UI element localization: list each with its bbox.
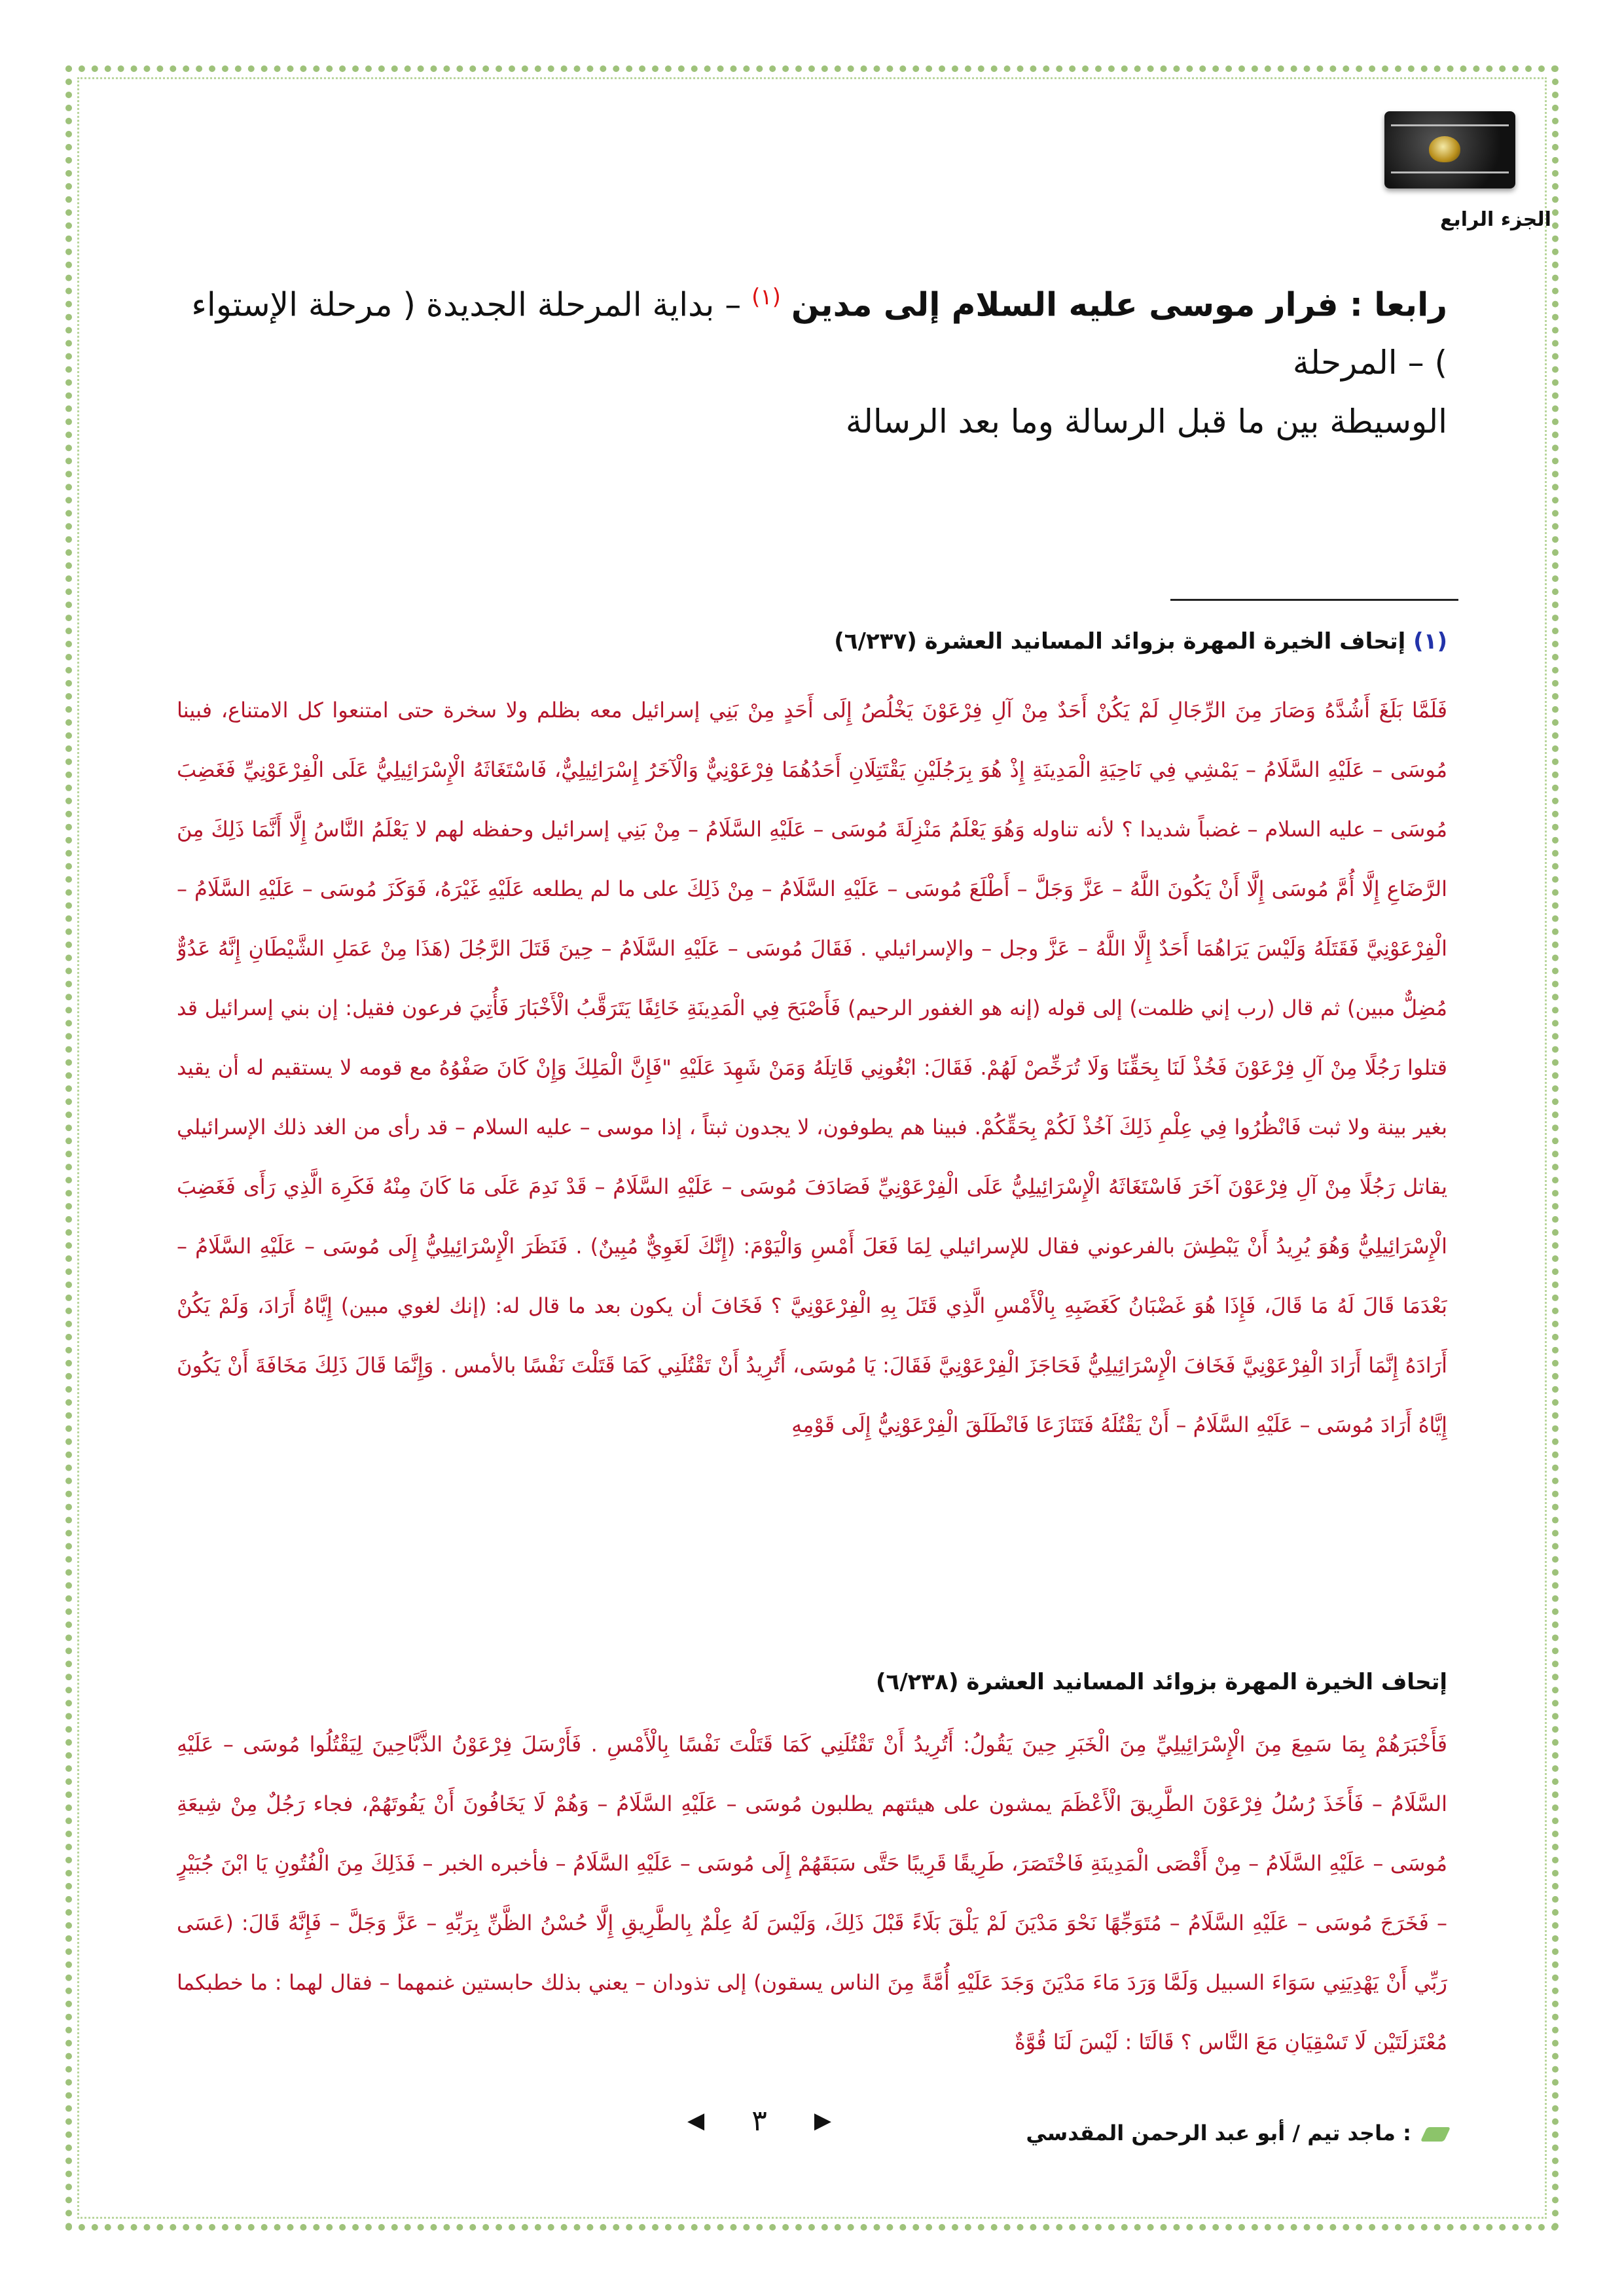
footnote-body: فَلَمَّا بَلَغَ أَشُدَّهُ وَصَارَ مِنَ الرِّجَالِ لَمْ يَكُنْ أَحَدٌ مِنْ آلِ فِرْعَوْنَ يَخْلُصُ إِلَى أَحَدٍ مِنْ بَنِي إسرائيل معه بظلم ولا سخرة حتى امتنعوا كل الامتناع، فبينا مُوسَى – عَلَيْهِ السَّلَامُ – يَمْشِي فِي نَاحِيَةِ الْمَدِينَةِ إِذْ هُوَ بِرَجُلَيْنِ يَقْتَتِلَانِ أَحَدُهُمَا فِرْعَوْنِيٌّ وَالْآخَرُ إِسْرَائِيلِيٌّ، فَاسْتَغَاثَهُ الْإِسْرَائِيلِيُّ عَلَى الْفِرْعَوْنِيِّ فَغَضِبَ مُوسَى – عليه السلام – غضباً شديدا ؟ لأنه تناوله وَهُوَ يَعْلَمُ مَنْزِلَةَ مُوسَى – عَلَيْهِ السَّلَامُ – مِنْ بَنِي إسرائيل وحفظه لهم لا يَعْلَمُ النَّاسُ إِلَّا أَنَّمَا ذَلِكَ مِنَ الرَّضَاعِ إِلَّا أُمَّ مُوسَى إِلَّا أَنْ يَكُونَ اللَّهُ – عَزَّ وَجَلَّ – أَطْلَعَ مُوسَى – عَلَيْهِ السَّلَامُ – مِنْ ذَلِكَ على ما لم يطلعه عَلَيْهِ غَيْرَهُ، فَوَكَزَ مُوسَى – عَلَيْهِ السَّلَامُ – الْفِرْعَوْنِيَّ فَقَتَلَهُ وَلَيْسَ يَرَاهُمَا أَحَدٌ إِلَّا اللَّهُ – عَزَّ وجل – والإسرائيلي . فَقَالَ مُوسَى – عَلَيْهِ السَّلَامُ – حِينَ قَتَلَ الرَّجُلَ (هَذَا مِنْ عَمَلِ الشَّيْطَانِ إِنَّهُ عَدُوٌّ مُضِلٌّ مبين) ثم قال (رب إني ظلمت) إلى قوله (إنه هو الغفور الرحيم) فَأَصْبَحَ فِي الْمَدِينَةِ خَائِفًا يَتَرَقَّبُ الْأَخْبَارَ فَأُتِيَ فرعون فقيل: إن بني إسرائيل قد قتلوا رَجُلًا مِنْ آلِ فِرْعَوْنَ فَخُذْ لَنَا بِحَقِّنَا وَلَا تُرَخِّصْ لَهُمْ. فَقَالَ: ابْغُونِي قَاتِلَهُ وَمَنْ شَهِدَ عَلَيْهِ "فَإِنَّ الْمَلِكَ وَإِنْ كَانَ صَفْوُهُ مع قومه لا يستقيم له أن يقيد بغير بينة ولا ثبت فَانْظُرُوا فِي عِلْمِ ذَلِكَ آخُذْ لَكُمْ بِحَقِّكُمْ. فبينا هم يطوفون، لا يجدون ثبتاً ، إذا موسى – عليه السلام – قد رأى من الغد ذلك الإسرائيلي يقاتل رَجُلًا مِنْ آلِ فِرْعَوْنَ آخَرَ فَاسْتَغَاثَهُ الْإِسْرَائِيلِيُّ عَلَى الْفِرْعَوْنِيِّ فَصَادَفَ مُوسَى – عَلَيْهِ السَّلَامُ – قَدْ نَدِمَ عَلَى مَا كَانَ مِنْهُ فَكَرِهَ الَّذِي رَأَى فَغَضِبَ الْإِسْرَائِيلِيُّ وَهُوَ يُرِيدُ أَنْ يَبْطِشَ بالفرعوني فقال للإسرائيلي لِمَا فَعَلَ أَمْسِ وَالْيَوْمَ: (إِنَّكَ لَغَوِيٌّ مُبِينٌ) . فَنَظَرَ الْإِسْرَائِيلِيُّ إِلَى مُوسَى – عَلَيْهِ السَّلَامُ – بَعْدَمَا قَالَ لَهُ مَا قَالَ، فَإِذَا هُوَ غَضْبَانُ كَغَضَبِهِ بِالْأَمْسِ الَّذِي قَتَلَ بِهِ الْفِرْعَوْنِيَّ ؟ فَخَافَ أن يكون بعد ما قال له: (إنك لغوي مبين) إِيَّاهُ أَرَادَ، وَلَمْ يَكُنْ أَرَادَهُ إِنَّمَا أَرَادَ الْفِرْعَوْنِيَّ فَخَافَ الْإِسْرَائِيلِيُّ فَحَاجَزَ الْفِرْعَوْنِيَّ فَقَالَ: يَا مُوسَى، أَتُرِيدُ أَنْ تَقْتُلَنِي كَمَا قَتَلْتَ نَفْسًا بالأمس . وَإِنَّمَا قَالَ ذَلِكَ مَخَافَةَ أَنْ يَكُونَ إِيَّاهُ أَرَادَ مُوسَى – عَلَيْهِ السَّلَامُ – أَنْ يَقْتُلَهُ فَتَنَازَعَا فَانْطَلَقَ الْفِرْعَوْنِيُّ إِلَى قَوْمِهِ (177, 698, 1447, 1437)
logo-stripe (1391, 124, 1509, 126)
footnote-source-text: إتحاف الخيرة المهرة بزوائد المسانيد العشرة (٦/٢٣٧) (834, 628, 1406, 655)
page-number: ٣ (751, 2104, 767, 2138)
part-label: الجزء الرابع (1440, 208, 1551, 231)
footnote-source-text: إتحاف الخيرة المهرة بزوائد المسانيد العشرة (٦/٢٣٨) (875, 1669, 1447, 1695)
logo-image (1384, 111, 1515, 188)
footnote-number: (١) (1413, 628, 1447, 655)
title-main: رابعا : فرار موسى عليه السلام إلى مدين (791, 285, 1447, 324)
footnote-body: فَأَخْبَرَهُمْ بِمَا سَمِعَ مِنَ الْإِسْرَائِيلِيِّ مِنَ الْخَبَرِ حِينَ يَقُولُ: أَتُرِيدُ أَنْ تَقْتُلَنِي كَمَا قَتَلْتَ نَفْسًا بِالْأَمْسِ . فَأَرْسَلَ فِرْعَوْنُ الذَّبَّاحِينَ لِيَقْتُلُوا مُوسَى – عَلَيْهِ السَّلَامُ – فَأَخَذَ رُسُلُ فِرْعَوْنَ الطَّرِيقَ الْأَعْظَمَ يمشون على هيئتهم يطلبون مُوسَى – عَلَيْهِ السَّلَامُ – وَهُمْ لَا يَخَافُونَ أَنْ يَفُوتَهُمْ، فجاء رَجُلٌ مِنْ شِيعَةِ مُوسَى – عَلَيْهِ السَّلَامُ – مِنْ أَقْصَى الْمَدِينَةِ فَاخْتَصَرَ، طَرِيقًا قَرِيبًا حَتَّى سَبَقَهُمْ إِلَى مُوسَى – عَلَيْهِ السَّلَامُ – فأخبره الخبر – فَذَلِكَ مِنَ الْفُتُونِ يَا ابْنَ جُبَيْرٍ – فَخَرَجَ مُوسَى – عَلَيْهِ السَّلَامُ – مُتَوَجِّهًا نَحْوَ مَدْيَنَ لَمْ يَلْقَ بَلَاءً قَبْلَ ذَلِكَ، وَلَيْسَ لَهُ عِلْمٌ بِالطَّرِيقِ إِلَّا حُسْنُ الظَّنِّ بِرَبِّهِ – عَزَّ وَجَلَّ – فَإِنَّهُ قَالَ: (عَسَى رَبِّي أَنْ يَهْدِيَنِي سَوَاءَ السبيل وَلَمَّا وَرَدَ مَاءَ مَدْيَنَ وَجَدَ عَلَيْهِ أُمَّةً مِنَ الناس يسقون) إلى تذودان – يعني بذلك حابستين غنمهما – فقال لهما : ما خطبكما مُعْتَزِلَتَيْنِ لَا تَسْقِيَانِ مَعَ النَّاسِ ؟ قَالَتَا : لَيْسَ لَنَا قُوَّةٌ (177, 1732, 1447, 2054)
footnote-divider (1170, 599, 1458, 601)
gem-icon (1429, 136, 1460, 162)
triangle-right-icon[interactable]: ▶ (814, 2108, 831, 2134)
page-title (177, 268, 1447, 391)
author-name: : ماجد تيم / أبو عبد الرحمن المقدسي (1026, 2121, 1411, 2145)
title-rest: – بداية المرحلة الجديدة ( مرحلة الإستواء ) – المرحلة (191, 285, 1447, 382)
author-footer (1026, 2121, 1447, 2145)
pen-icon (1420, 2127, 1451, 2142)
footnote-source (177, 628, 1447, 655)
logo-stripe (1391, 171, 1509, 173)
footnote-marker[interactable]: (١) (751, 284, 781, 310)
triangle-left-icon[interactable]: ◀ (687, 2108, 705, 2134)
footnote-source (177, 1669, 1447, 1695)
pagination (687, 2101, 831, 2140)
page-subtitle: الوسيطة بين ما قبل الرسالة وما بعد الرسالة (845, 403, 1447, 440)
